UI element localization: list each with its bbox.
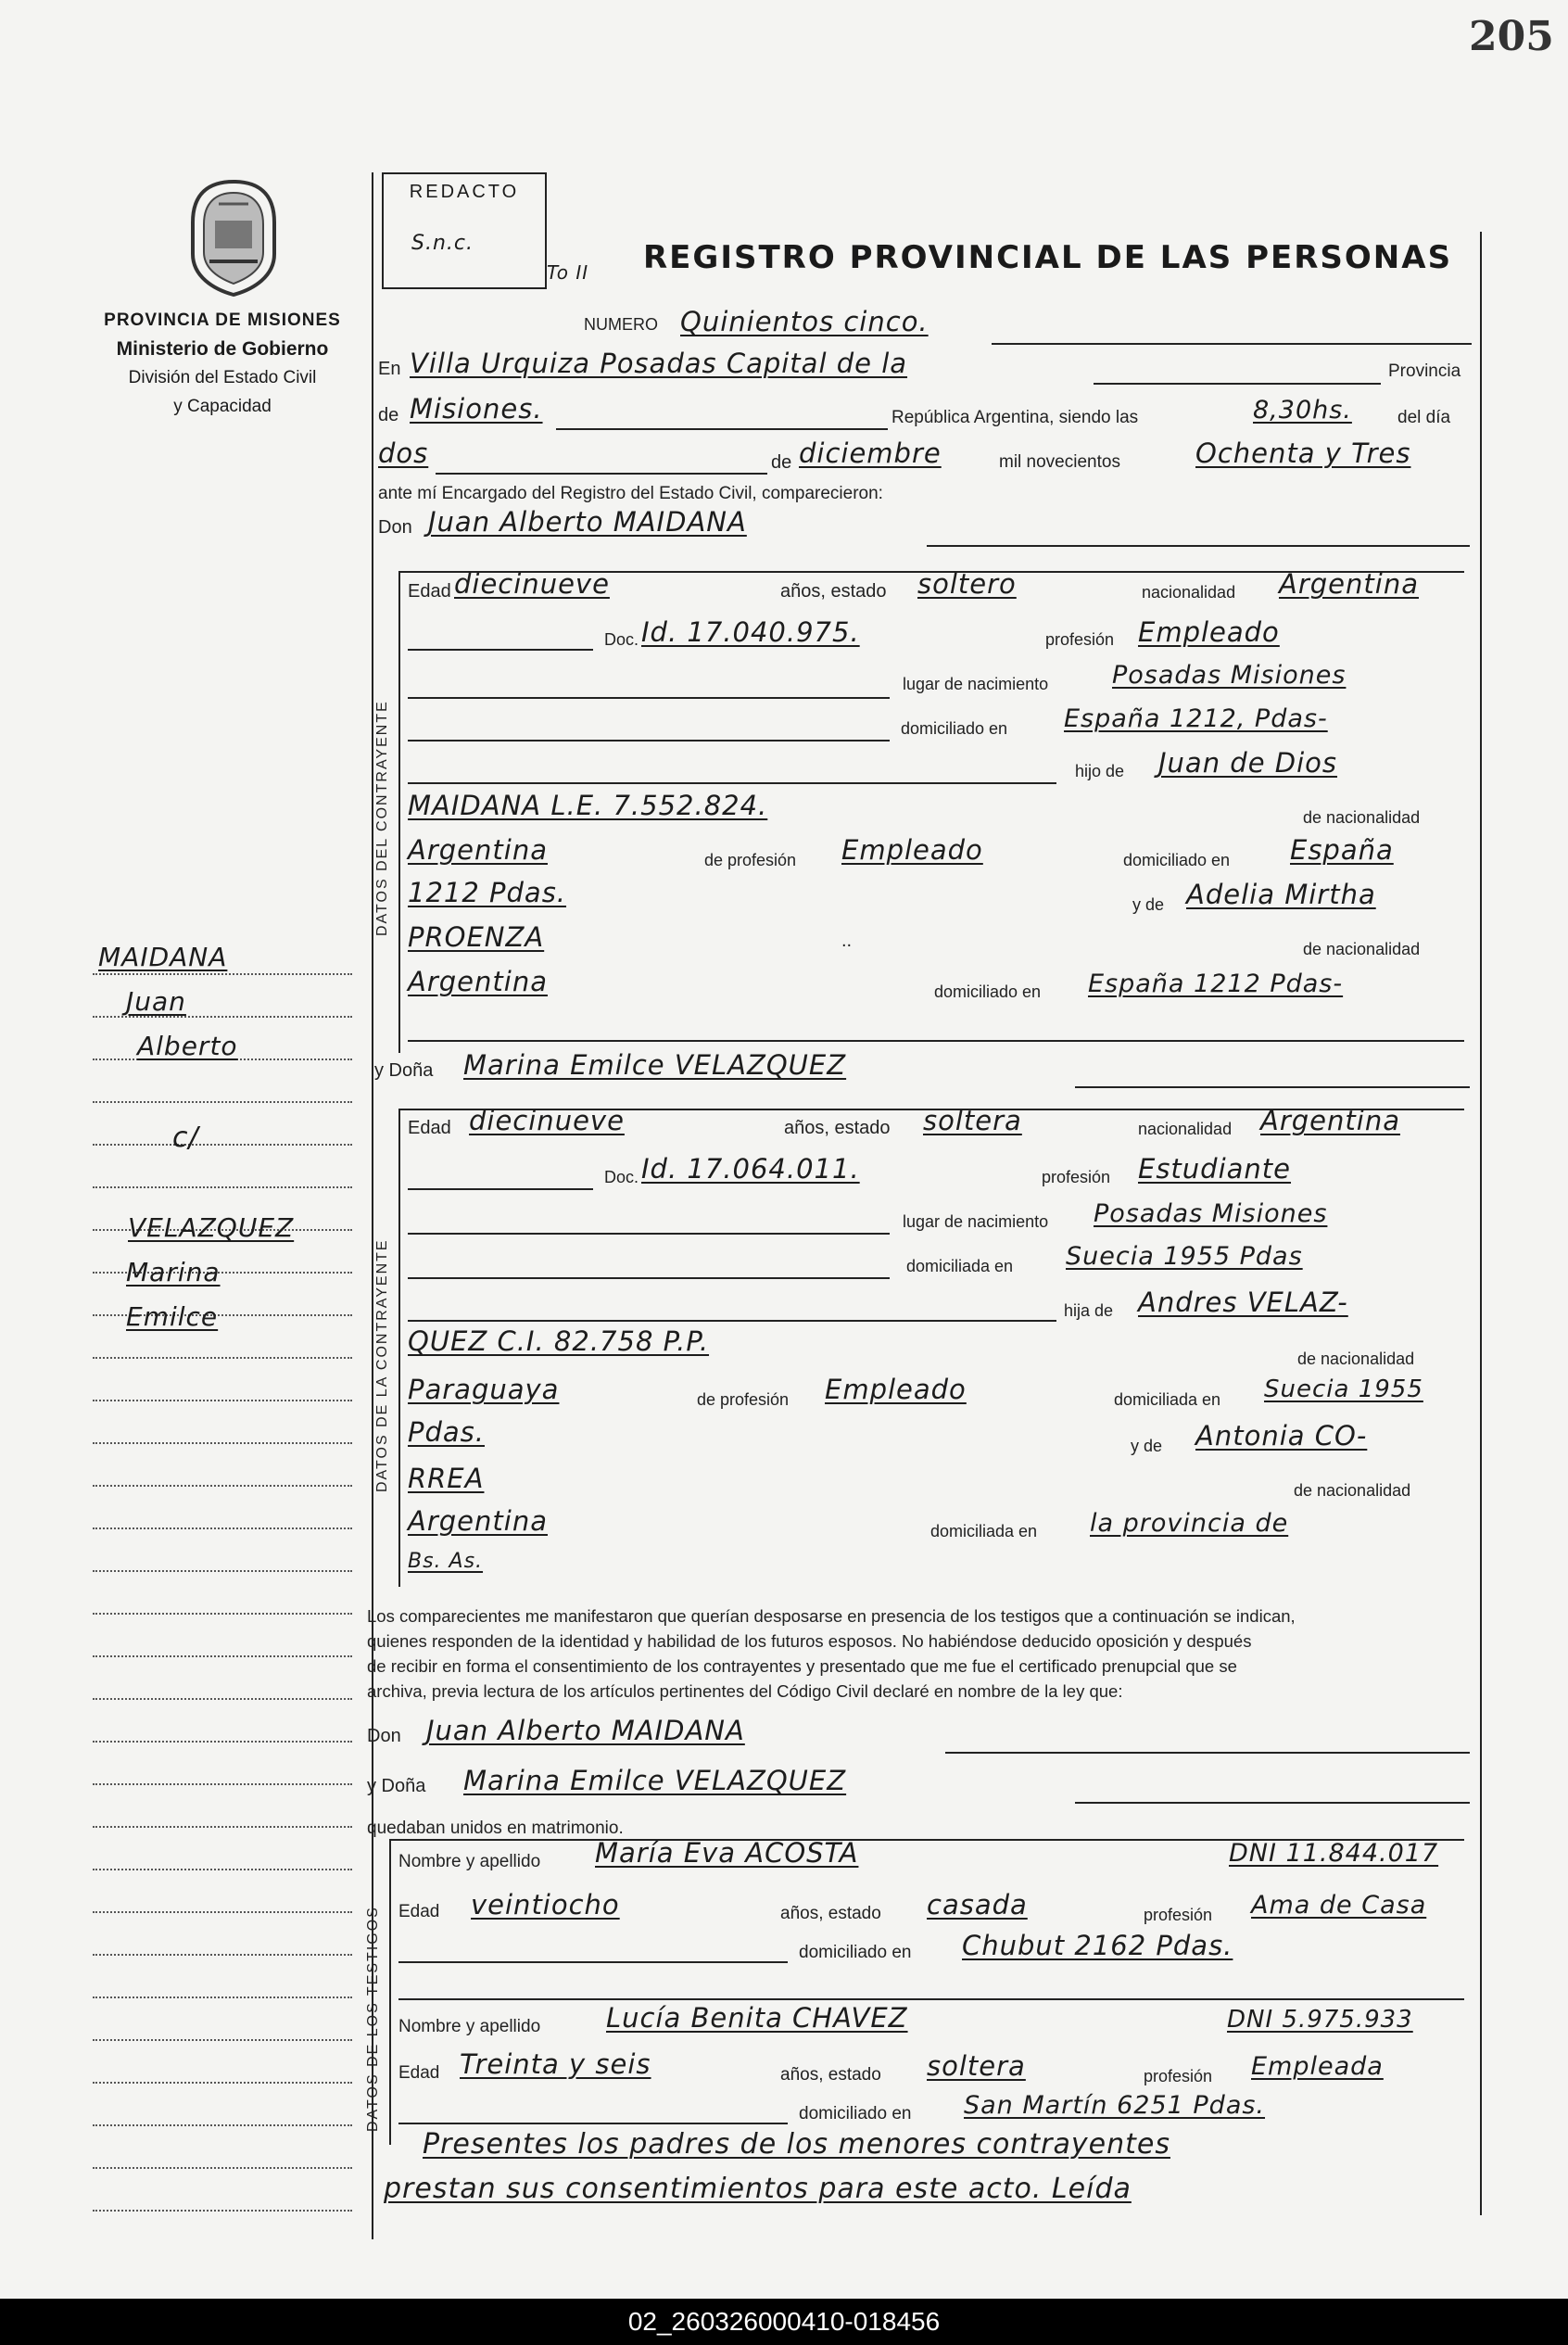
c2-profesion: Estudiante [1138,1153,1292,1185]
redacto-value: S.n.c. [411,232,474,255]
anio-value: Ochenta y Tres [1195,437,1411,469]
provincia-label: Provincia [1388,361,1461,381]
agency-ministry: Ministerio de Gobierno [116,338,329,360]
c1-de-nac-label-2: de nacionalidad [1303,940,1421,958]
dona-label: y Doña [374,1060,434,1081]
c2-madre-cont: RREA [408,1463,485,1494]
c1-nac-label: nacionalidad [1142,583,1236,602]
t1-estado: casada [927,1889,1028,1920]
c2-padre-nac: Paraguaya [408,1374,560,1405]
t1-edad-label: Edad [398,1902,440,1921]
t1-edad: veintiocho [471,1889,620,1920]
document-id-footer: 02_260326000410-018456 [0,2299,1568,2345]
c1-doc-label: Doc. [604,630,639,649]
contrayente-side-label: DATOS DEL CONTRAYENTE [374,700,390,936]
c1-lugar-label: lugar de nacimiento [903,675,1049,693]
c2-edad-label: Edad [408,1118,451,1138]
margin-given-2b: Emilce [126,1301,219,1332]
c1-madre-domic: España 1212 Pdas- [1088,970,1344,998]
c2-padre-domic: Suecia 1955 [1264,1375,1423,1403]
t2-anios-label: años, estado [780,2065,881,2085]
c2-de-nac-label: de nacionalidad [1297,1350,1415,1368]
nota-line-1: Presentes los padres de los menores contrayentes [423,2128,1170,2161]
c1-padre-domic: España [1290,834,1394,866]
de-label: de [378,405,399,425]
agency-province: PROVINCIA DE MISIONES [104,311,341,330]
t1-nombre-label: Nombre y apellido [398,1852,541,1871]
t2-edad-label: Edad [398,2063,440,2083]
c1-padre: Juan de Dios [1158,747,1338,779]
c2-padre-prof: Empleado [825,1374,967,1405]
hora-value: 8,30hs. [1253,396,1352,425]
don-label: Don [378,517,412,538]
c2-lugar-label: lugar de nacimiento [903,1212,1049,1231]
declaracion-text [367,1603,1475,1704]
t2-estado: soltera [927,2050,1026,2082]
del-dia-label: del día [1397,408,1451,427]
c1-padre-cont: MAIDANA L.E. 7.552.824. [408,790,768,821]
c2-edad: diecinueve [469,1105,625,1136]
agency-capacidad: y Capacidad [173,397,272,416]
en-label: En [378,359,401,379]
t2-profesion: Empleada [1251,2052,1384,2081]
margin-surname-1: MAIDANA [98,942,228,972]
numero-value: Quinientos cinco. [680,306,929,337]
republica-label: República Argentina, siendo las [891,408,1139,427]
c2-y-de-label: y de [1131,1437,1163,1455]
quedaban-text: quedaban unidos en matrimonio. [367,1819,624,1838]
c1-de-nac-label: de nacionalidad [1303,808,1421,827]
decl-don-label: Don [367,1726,401,1746]
t1-prof-label: profesión [1144,1906,1213,1924]
c2-padre-cont: QUEZ C.I. 82.758 P.P. [408,1325,710,1357]
t2-nombre-label: Nombre y apellido [398,2017,541,2036]
c1-y-de-label: y de [1132,895,1165,914]
provincial-seal-icon [182,176,285,298]
c2-prof-label: profesión [1042,1168,1111,1186]
lugar-value: Villa Urquiza Posadas Capital de la [410,348,908,379]
c2-nac-label: nacionalidad [1138,1120,1233,1138]
testigos-side-label: DATOS DE LOS TESTIGOS [365,1906,381,2132]
t2-domic-label: domiciliado en [799,2104,912,2123]
t2-doc: DNI 5.975.933 [1227,2006,1413,2034]
c1-edad: diecinueve [454,568,610,600]
c1-padre-nac: Argentina [408,834,548,866]
c1-de-prof-label: de profesión [704,851,797,869]
c1-lugar-nac: Posadas Misiones [1112,661,1347,690]
t2-domicilio: San Martín 6251 Pdas. [964,2091,1266,2120]
provincia-value: Misiones. [410,393,543,425]
c2-domic-en-label-2: domiciliada en [930,1522,1038,1540]
t1-doc: DNI 11.844.017 [1229,1839,1439,1868]
de-label-2: de [771,452,792,473]
c2-de-prof-label: de profesión [697,1390,790,1409]
c2-doc: Id. 17.064.011. [641,1153,860,1185]
c2-domic-label: domiciliada en [906,1257,1014,1275]
page-title: REGISTRO PROVINCIAL DE LAS PERSONAS [643,239,1453,276]
c1-padre-prof: Empleado [841,834,983,866]
redacto-label: REDACTO [409,182,520,202]
decl-don-nombre: Juan Alberto MAIDANA [426,1715,745,1746]
c1-padre-domic-cont: 1212 Pdas. [408,877,567,908]
nota-line-2: prestan sus consentimientos para este acto. Leída [384,2173,1132,2205]
t2-nombre: Lucía Benita CHAVEZ [606,2002,908,2034]
margin-separator: c/ [172,1122,199,1154]
c1-edad-label: Edad [408,581,451,602]
t1-profesion: Ama de Casa [1251,1891,1427,1920]
ante-text: ante mí Encargado del Registro del Estado Civil, comparecieron: [378,484,883,503]
redacto-box [382,172,547,289]
decl-dona-label: y Doña [367,1776,426,1796]
c1-nacionalidad: Argentina [1279,568,1419,600]
margin-surname-2: VELAZQUEZ [128,1212,295,1243]
c2-madre-domic-cont: Bs. As. [408,1550,484,1573]
declaracion-line-4: archiva, previa lectura de los artículos pertinentes del Código Civil declaré en nombre de la ley que: [367,1681,1123,1701]
c1-hijo-label: hijo de [1075,762,1125,780]
t2-prof-label: profesión [1144,2067,1213,2085]
c2-hija-label: hija de [1064,1301,1114,1320]
c1-madre-nac: Argentina [408,966,548,997]
c1-madre: Adelia Mirtha [1186,879,1376,910]
c2-madre-domic: la provincia de [1090,1509,1289,1538]
c2-estado: soltera [923,1105,1022,1136]
t2-edad: Treinta y seis [460,2048,651,2080]
c1-estado: soltero [917,568,1017,600]
c1-domic-label: domiciliado en [901,719,1008,738]
c2-anios-label: años, estado [784,1118,891,1138]
margin-given-2a: Marina [126,1257,221,1287]
c2-padre-domic-cont: Pdas. [408,1416,485,1448]
t1-domicilio: Chubut 2162 Pdas. [962,1930,1233,1961]
c2-lugar-nac: Posadas Misiones [1094,1199,1328,1228]
page-number: 205 [1469,13,1554,60]
c1-prof-label: profesión [1045,630,1115,649]
declaracion-line-3: de recibir en forma el consentimiento de los contrayentes y presentado que me fue el certificado prenupcial que se [367,1656,1237,1676]
c2-madre: Antonia CO- [1195,1420,1368,1451]
c2-nacionalidad: Argentina [1260,1105,1400,1136]
c2-padre: Andres VELAZ- [1138,1287,1348,1318]
c1-anios-label: años, estado [780,581,887,602]
margin-given-1a: Juan [126,986,186,1017]
t1-nombre: María Eva ACOSTA [595,1837,859,1869]
c1-doc: Id. 17.040.975. [641,616,860,648]
dona-nombre: Marina Emilce VELAZQUEZ [463,1049,847,1081]
c1-profesion: Empleado [1138,616,1280,648]
margin-given-1b: Alberto [137,1031,238,1061]
c2-doc-label: Doc. [604,1168,639,1186]
mes-value: diciembre [799,437,942,469]
t1-anios-label: años, estado [780,1904,881,1923]
numero-label: NUMERO [584,315,658,334]
c2-domic-en-label: domiciliada en [1114,1390,1221,1409]
c2-madre-nac: Argentina [408,1505,548,1537]
c2-domicilio: Suecia 1955 Pdas [1066,1242,1303,1271]
c1-domic-en-label: domiciliado en [1123,851,1231,869]
c1-madre-cont: PROENZA [408,921,545,953]
don-nombre: Juan Alberto MAIDANA [428,506,747,538]
dia-value: dos [378,437,429,469]
c1-domic-en-label-2: domiciliado en [934,982,1042,1001]
agency-division: División del Estado Civil [128,368,317,387]
c1-domicilio: España 1212, Pdas- [1064,704,1328,733]
tomo-mark: To II [547,261,589,284]
contrayente2-side-label: DATOS DE LA CONTRAYENTE [374,1238,390,1492]
right-border [1480,232,1482,2215]
declaracion-line-1: Los comparecientes me manifestaron que querían desposarse en presencia de los testigos que a continuación se indican, [367,1606,1296,1626]
t1-domic-label: domiciliado en [799,1943,912,1962]
decl-dona-nombre: Marina Emilce VELAZQUEZ [463,1765,847,1796]
c1-madre-extra: .. [841,931,853,951]
declaracion-line-2: quienes responden de la identidad y habilidad de los futuros esposos. No habiéndose deducido oposición y después [367,1631,1252,1651]
c2-de-nac-label-2: de nacionalidad [1294,1481,1411,1500]
mil-label: mil novecientos [999,452,1120,472]
